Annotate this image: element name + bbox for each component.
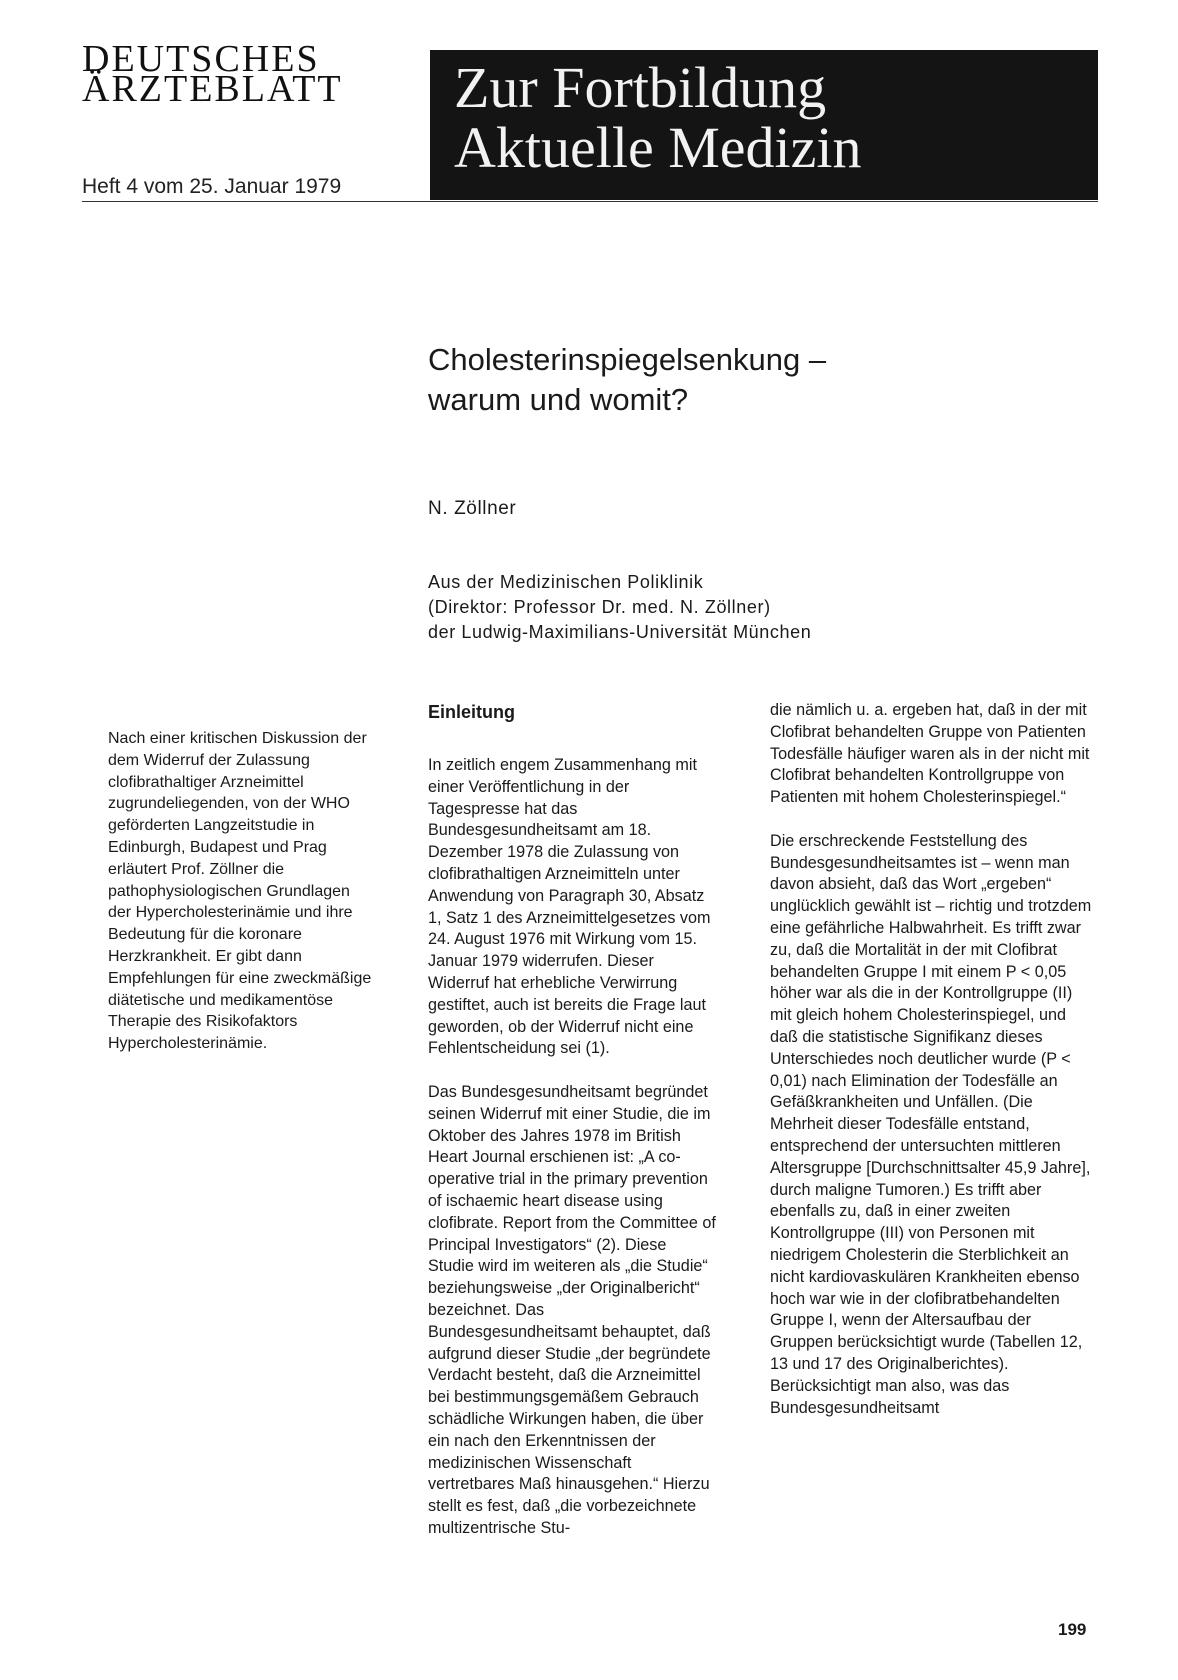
affiliation xyxy=(428,570,811,645)
title-line-2: warum und womit? xyxy=(428,382,689,417)
title-line-1: Cholesterinspiegelsenkung – xyxy=(428,342,827,377)
banner-line-2: Aktuelle Medizin xyxy=(454,115,862,180)
affiliation-line: der Ludwig-Maximilians-Universität München xyxy=(428,622,812,642)
affiliation-line: Aus der Medizinischen Poliklinik xyxy=(428,572,704,592)
abstract: Nach einer kritischen Diskussion der dem Widerruf der Zulassung clofibrathaltiger Arzneimittel zugrundeliegenden, von der WHO geförderten Langzeitstudie in Edinburgh, Budapest und Prag erläutert Prof. Zöllner die pathophysiologischen Grundlagen der Hypercholesterinämie und ihre Bedeutung für die koronare Herzkrankheit. Er gibt dann Empfehlungen für eine zweckmäßige diätetische und medikamentöse Therapie des Risikofaktors Hypercholesterinämie. xyxy=(108,730,372,1053)
article-title xyxy=(428,340,826,420)
paragraph: Das Bundesgesundheitsamt begründet seinen Widerruf mit einer Studie, die im Oktober des Jahres 1978 im British Heart Journal erschienen ist: „A co-operative trial in the primary prevention of ischaemic heart disease using clofibrate. Report from the Committee of Principal Investigators“ (2). Diese Studie wird im weiteren als „die Studie“ beziehungsweise „der Originalbericht“ bezeichnet. Das Bundesgesundheitsamt behauptet, daß aufgrund dieser Studie „der begründete Verdacht besteht, daß die Arzneimittel bei bestimmungsgemäßem Gebrauch schädliche Wirkungen haben, die über ein nach den Erkenntnissen der medizinischen Wissenschaft vertretbares Maß hinausgehen.“ Hierzu stellt es fest, daß „die vorbezeichnete multizentrische Stu- xyxy=(428,1082,716,1537)
paragraph: Die erschreckende Feststellung des Bundesgesundheitsamtes ist – wenn man davon absieht, daß das Wort „ergeben“ unglücklich gewählt ist – richtig und trotzdem eine gefährliche Halbwahrheit. Es trifft zwar zu, daß die Mortalität in der mit Clofibrat behandelten Gruppe I mit einem P < 0,05 höher war als die in der Kontrollgruppe (II) mit gleich hohem Cholesterinspiegel, und daß die statistische Signifikanz dieses Unterschiedes noch deutlicher wurde (P < 0,01) nach Elimination der Todesfälle an Gefäßkrankheiten und Unfällen. (Die Mehrheit dieser Todesfälle entstand, entsprechend der untersuchten mittleren Altersgruppe [Durchschnittsalter 45,9 Jahre], durch maligne Tumoren.) Es trifft aber ebenfalls zu, daß in einer zweiten Kontrollgruppe (III) von Personen mit niedrigem Cholesterin die Sterblichkeit an nicht kardiovaskulären Krankheiten ebenso hoch war wie in der clofibratbehandelten Gruppe I, wenn der Altersaufbau der Gruppen berücksichtigt wurde (Tabellen 12, 13 und 17 des Originalberichtes). Berücksichtigt man also, was das Bundesgesundheitsamt xyxy=(770,831,1092,1417)
page-number: 199 xyxy=(1058,1620,1087,1639)
section-heading: Einleitung xyxy=(428,702,515,722)
author: N. Zöllner xyxy=(428,498,517,519)
masthead-line-1: DEUTSCHES xyxy=(82,38,320,80)
affiliation-line: (Direktor: Professor Dr. med. N. Zöllner) xyxy=(428,597,771,617)
header-rule xyxy=(82,201,1098,202)
banner-line-1: Zur Fortbildung xyxy=(454,55,827,120)
issue-line: Heft 4 vom 25. Januar 1979 xyxy=(82,175,342,198)
masthead-line-2: ÄRZTEBLATT xyxy=(82,68,343,110)
section-banner xyxy=(430,50,1098,200)
masthead xyxy=(82,38,412,110)
paragraph: die nämlich u. a. ergeben hat, daß in der mit Clofibrat behandelten Gruppe von Patienten Todesfälle häufiger waren als in der nicht mit Clofibrat behandelten Kontrollgruppe von Patienten mit hohem Cholesterinspiegel.“ xyxy=(770,701,1090,807)
column-middle xyxy=(428,755,716,1561)
column-right xyxy=(770,700,1098,1441)
paragraph: In zeitlich engem Zusammenhang mit einer Veröffentlichung in der Tagespresse hat das Bundesgesundheitsamt am 18. Dezember 1978 die Zulassung von clofibrathaltigen Arzneimitteln unter Anwendung von Paragraph 30, Absatz 1, Satz 1 des Arzneimittelgesetzes vom 24. August 1976 mit Wirkung vom 15. Januar 1979 widerrufen. Dieser Widerruf hat erhebliche Verwirrung gestiftet, auch ist bereits die Frage laut geworden, ob der Widerruf nicht eine Fehlentscheidung sei (1). xyxy=(428,756,711,1058)
